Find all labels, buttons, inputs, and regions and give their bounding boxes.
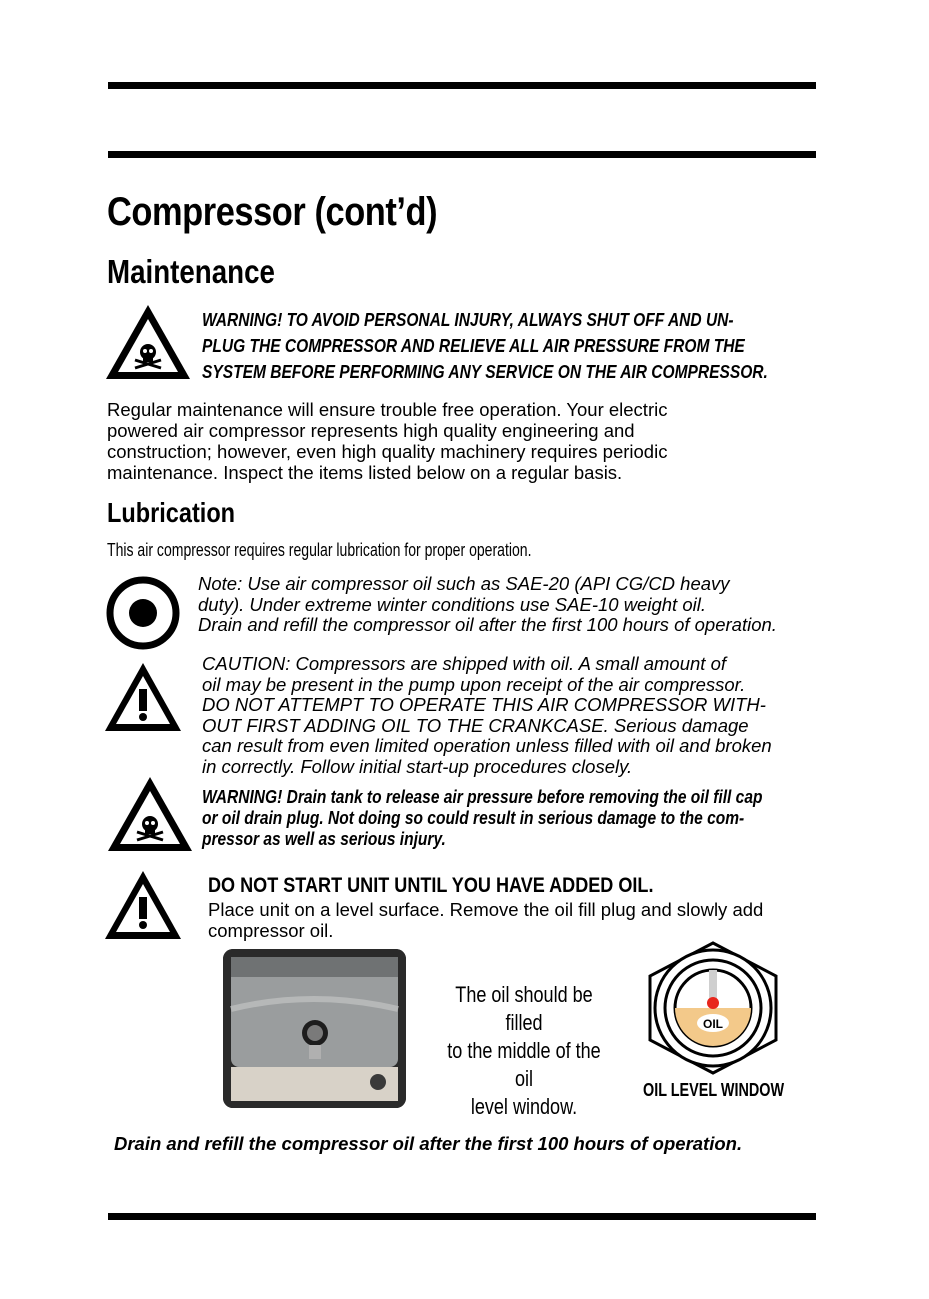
second-rule [108,151,816,158]
warning-line: PLUG THE COMPRESSOR AND RELIEVE ALL AIR PRESSURE FROM THE [202,335,745,356]
footer-drain-note: Drain and refill the compressor oil after the first 100 hours of operation. [114,1133,743,1154]
instruction-line: Place unit on a level surface. Remove the oil fill plug and slowly add [208,899,764,920]
caption-line: to the middle of the oil [447,1038,601,1091]
warning-line: pressor as well as serious injury. [202,828,446,849]
skull-warning-icon [105,774,195,854]
do-not-start-text [208,899,763,941]
caption-line: The oil should be filled [455,982,593,1035]
caution-line: oil may be present in the pump upon receipt of the air compressor. [202,673,746,695]
caution-line: DO NOT ATTEMPT TO OPERATE THIS AIR COMPRESSOR WITH- [202,694,766,715]
caution-shipped-with-oil [202,654,772,777]
oil-label: OIL [703,1017,723,1031]
oil-level-window-caption: OIL LEVEL WINDOW [643,1080,785,1100]
exclamation-warning-icon [102,868,184,942]
section-heading-maintenance: Maintenance [107,253,275,290]
instruction-line: compressor oil. [208,920,334,941]
exclamation-warning-icon [102,660,184,734]
oil-fill-caption [418,981,630,1121]
intro-line: powered air compressor represents high quality engineering and [107,420,635,441]
warning-drain-tank [202,786,762,849]
note-line: duty). Under extreme winter conditions use SAE-10 weight oil. [198,593,706,615]
intro-paragraph [107,399,667,483]
skull-warning-icon [103,302,193,382]
note-oil-type [198,574,777,636]
intro-line: construction; however, even high quality machinery requires periodic [107,441,668,462]
note-line: Drain and refill the compressor oil after the first 100 hours of operation. [198,614,777,635]
warning-line: WARNING! TO AVOID PERSONAL INJURY, ALWAYS SHUT OFF AND UN- [202,309,734,330]
caution-line: can result from even limited operation unless filled with oil and broken [202,735,772,756]
caption-line: level window. [470,1094,578,1119]
lubrication-subtext: This air compressor requires regular lubrication for proper operation. [107,540,532,560]
bottom-rule [108,1213,816,1220]
top-rule [108,82,816,89]
caution-line: in correctly. Follow initial start-up procedures closely. [202,755,633,777]
note-line: Note: Use air compressor oil such as SAE-20 (API CG/CD heavy [198,573,730,594]
do-not-start-heading: DO NOT START UNIT UNTIL YOU HAVE ADDED OIL. [208,874,654,897]
note-circle-icon [106,576,180,650]
section-heading-lubrication: Lubrication [107,497,236,528]
oil-level-window-diagram [640,940,790,1076]
intro-line: maintenance. Inspect the items listed below on a regular basis. [107,462,623,483]
warning-line: WARNING! Drain tank to release air pressure before removing the oil fill cap [202,786,763,807]
page-title: Compressor (cont’d) [107,190,438,234]
caution-line: OUT FIRST ADDING OIL TO THE CRANKCASE. Serious damage [202,714,749,736]
caution-line: CAUTION: Compressors are shipped with oil. A small amount of [202,653,727,674]
warning-line: SYSTEM BEFORE PERFORMING ANY SERVICE ON THE AIR COMPRESSOR. [202,361,768,382]
warning-line: or oil drain plug. Not doing so could result in serious damage to the com- [202,807,745,828]
warning-personal-injury [202,307,768,385]
compressor-photo [223,949,406,1108]
intro-line: Regular maintenance will ensure trouble free operation. Your electric [107,399,668,420]
compressor-oil-window-image [223,949,406,1108]
